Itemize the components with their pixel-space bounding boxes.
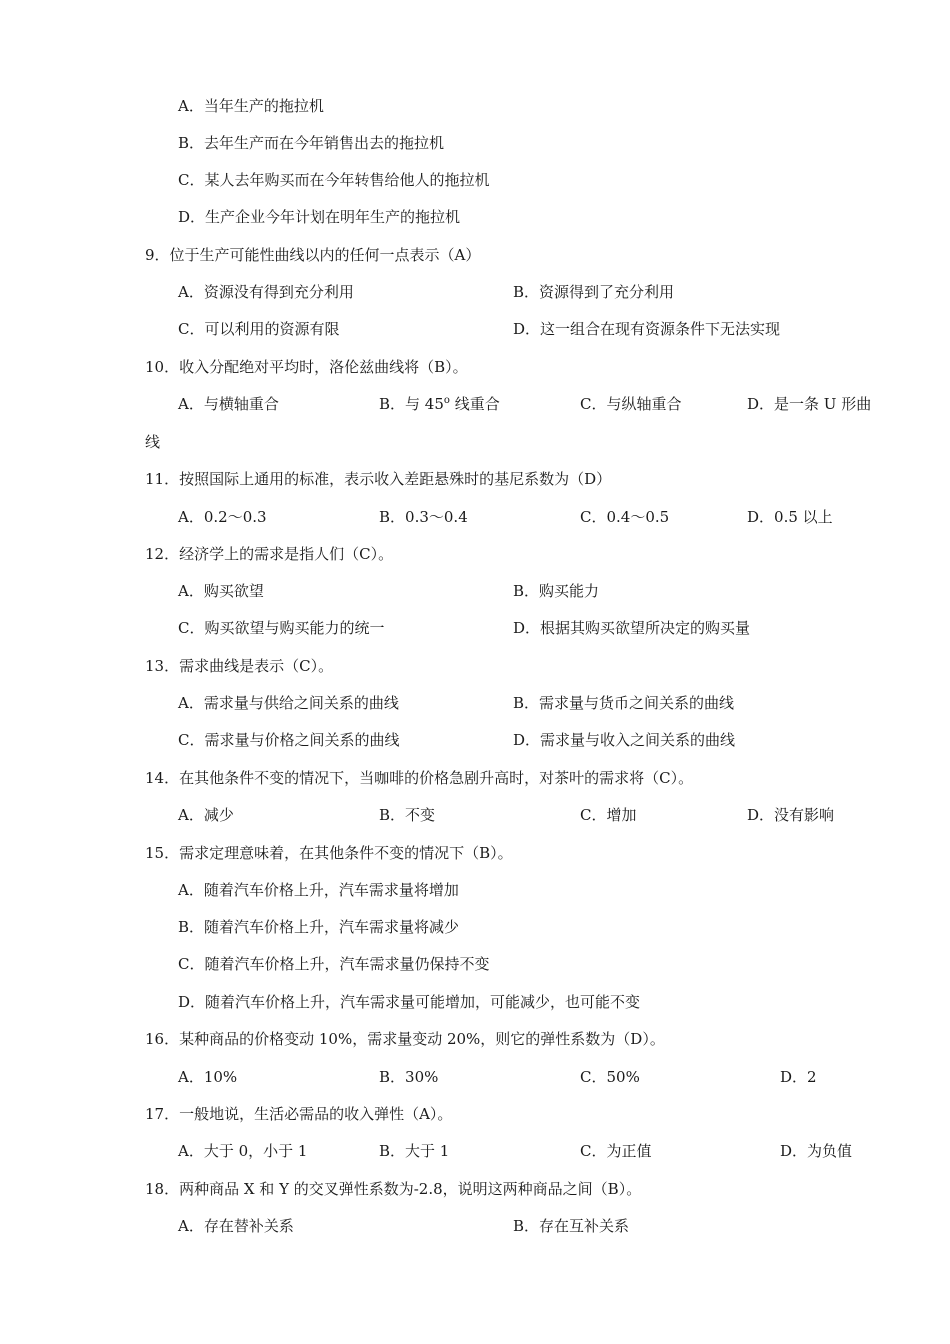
q16-option-b: B．30%	[379, 1068, 439, 1086]
q17-option-a: A．大于 0，小于 1	[178, 1142, 308, 1160]
q13-option-b: B．需求量与货币之间关系的曲线	[513, 694, 735, 712]
q15-option-b: B．随着汽车价格上升，汽车需求量将减少	[178, 918, 460, 936]
q10-option-b-prefix: B．与 45	[379, 395, 444, 413]
q18-option-a: A．存在替补关系	[178, 1217, 294, 1235]
q14-option-b: B．不变	[379, 806, 436, 824]
q16-option-a: A．10%	[178, 1068, 238, 1086]
q8-option-c: C．某人去年购买而在今年转售给他人的拖拉机	[178, 171, 490, 189]
q15-stem: 15．需求定理意味着，在其他条件不变的情况下（B）。	[145, 844, 513, 862]
q13-stem: 13．需求曲线是表示（C）。	[145, 657, 334, 675]
q11-option-d: D．0.5 以上	[747, 508, 833, 526]
q13-option-c: C．需求量与价格之间关系的曲线	[178, 731, 400, 749]
q14-stem: 14．在其他条件不变的情况下，当咖啡的价格急剧升高时，对茶叶的需求将（C）。	[145, 769, 694, 787]
q11-option-c: C．0.4～0.5	[580, 508, 670, 526]
q8-option-b: B．去年生产而在今年销售出去的拖拉机	[178, 134, 445, 152]
q17-stem: 17．一般地说，生活必需品的收入弹性（A）。	[145, 1105, 453, 1123]
q10-option-d: D．是一条 U 形曲	[747, 395, 872, 413]
q10-option-b	[379, 394, 500, 414]
q8-option-d: D．生产企业今年计划在明年生产的拖拉机	[178, 208, 461, 226]
q16-option-d: D．2	[780, 1068, 817, 1086]
q16-option-c: C．50%	[580, 1068, 640, 1086]
q14-option-c: C．增加	[580, 806, 637, 824]
q12-option-a: A．购买欲望	[178, 582, 264, 600]
q15-option-d: D．随着汽车价格上升，汽车需求量可能增加，可能减少，也可能不变	[178, 993, 641, 1011]
q8-option-a: A．当年生产的拖拉机	[178, 97, 324, 115]
q18-stem: 18．两种商品 X 和 Y 的交叉弹性系数为-2.8，说明这两种商品之间（B）。	[145, 1180, 642, 1198]
q14-option-d: D．没有影响	[747, 806, 835, 824]
q17-option-d: D．为负值	[780, 1142, 853, 1160]
q11-option-a: A．0.2～0.3	[178, 508, 267, 526]
q9-option-a: A．资源没有得到充分利用	[178, 283, 354, 301]
q15-option-c: C．随着汽车价格上升，汽车需求量仍保持不变	[178, 955, 490, 973]
q13-option-a: A．需求量与供给之间关系的曲线	[178, 694, 399, 712]
q12-option-b: B．购买能力	[513, 582, 600, 600]
q12-stem: 12．经济学上的需求是指人们（C）。	[145, 545, 394, 563]
q17-option-b: B．大于 1	[379, 1142, 450, 1160]
q10-option-a: A．与横轴重合	[178, 395, 279, 413]
q12-option-c: C．购买欲望与购买能力的统一	[178, 619, 385, 637]
q9-stem: 9．位于生产可能性曲线以内的任何一点表示（A）	[145, 246, 481, 264]
q10-option-b-suffix: 线重合	[449, 395, 500, 413]
q10-stem: 10．收入分配绝对平均时，洛伦兹曲线将（B）。	[145, 358, 468, 376]
q11-stem: 11．按照国际上通用的标准，表示收入差距悬殊时的基尼系数为（D）	[145, 470, 612, 488]
q9-option-b: B．资源得到了充分利用	[513, 283, 675, 301]
q14-option-a: A．减少	[178, 806, 234, 824]
q10-option-c: C．与纵轴重合	[580, 395, 682, 413]
q12-option-d: D．根据其购买欲望所决定的购买量	[513, 619, 751, 637]
degree-superscript: o	[443, 395, 450, 406]
q9-option-d: D．这一组合在现有资源条件下无法实现	[513, 320, 781, 338]
q16-stem: 16．某种商品的价格变动 10%，需求量变动 20%，则它的弹性系数为（D）。	[145, 1030, 665, 1048]
q15-option-a: A．随着汽车价格上升，汽车需求量将增加	[178, 881, 459, 899]
q10-option-d-wrap: 线	[145, 433, 161, 451]
q17-option-c: C．为正值	[580, 1142, 652, 1160]
q18-option-b: B．存在互补关系	[513, 1217, 630, 1235]
q13-option-d: D．需求量与收入之间关系的曲线	[513, 731, 736, 749]
q9-option-c: C．可以利用的资源有限	[178, 320, 340, 338]
q11-option-b: B．0.3～0.4	[379, 508, 468, 526]
